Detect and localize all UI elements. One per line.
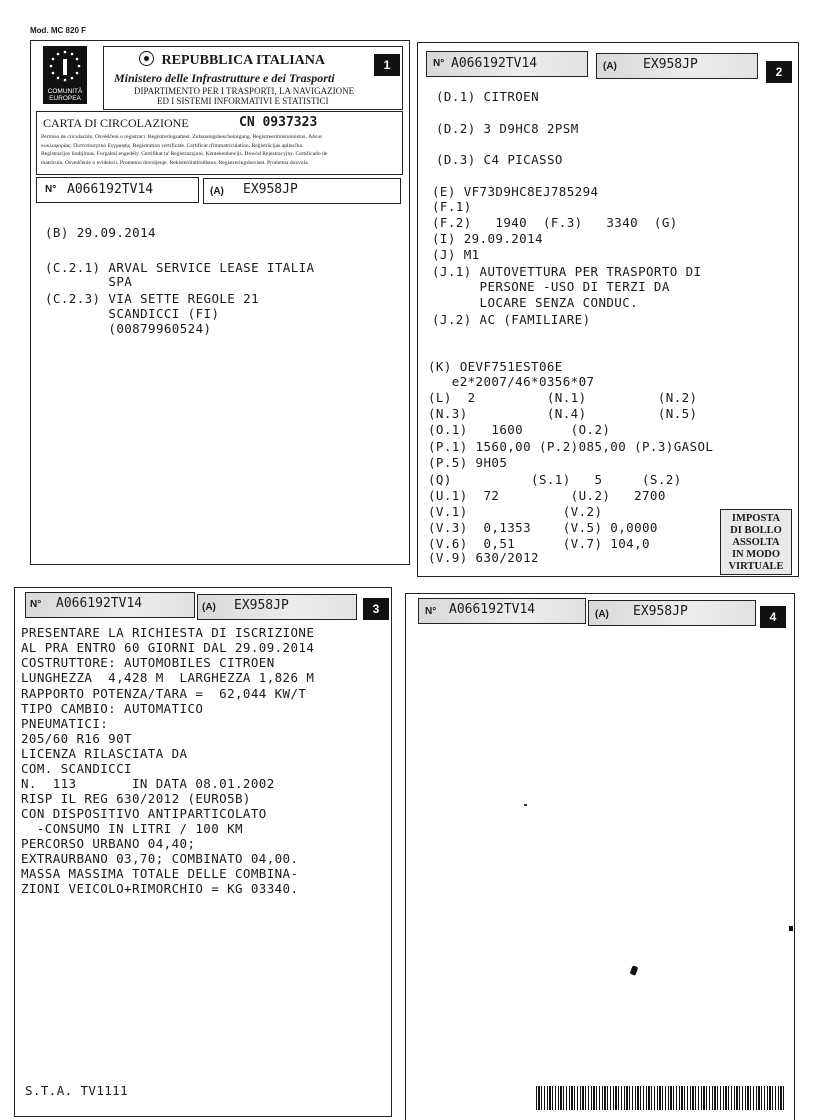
scan-speck: [524, 804, 527, 806]
multilingual-line-4: matrícula. Osvedčenie o evidencii. Prometno dovoljenje. Rekisteröintitodistus. Registreringsbeviset. Prometna dozvola.: [41, 159, 309, 166]
note-line-1: PRESENTARE LA RICHIESTA DI ISCRIZIONE: [21, 625, 315, 640]
panel-3: [14, 587, 392, 1117]
department-line-2: ED I SISTEMI INFORMATIVI E STATISTICI: [157, 96, 329, 106]
field-n3-n5: (N.3) (N.4) (N.5): [428, 406, 698, 421]
multilingual-line-1: Permiso de circulación. Osvědčení o registraci. Registreringsattest. Zulassungsbescheinigung. Registreerimistunnistus. Άδεια: [41, 134, 322, 140]
field-o: (O.1) 1600 (O.2): [428, 422, 611, 437]
note-line-10: COM. SCANDICCI: [21, 761, 132, 776]
no-label: N°: [433, 58, 445, 69]
stamp-line-2: DI BOLLO: [730, 525, 782, 536]
no-label: N°: [425, 606, 437, 617]
doc-id: A066192TV14: [451, 56, 538, 71]
field-j1-line-3: LOCARE SENZA CONDUC.: [432, 295, 639, 310]
type-line: (D.2) 3 D9HC8 2PSM: [436, 121, 579, 136]
note-line-15: PERCORSO URBANO 04,40;: [21, 836, 196, 851]
scan-speck: [789, 926, 793, 931]
field-q-s: (Q) (S.1) 5 (S.2): [428, 472, 682, 487]
department-line-1: DIPARTIMENTO PER I TRASPORTI, LA NAVIGAZIONE: [134, 86, 355, 96]
field-k-approval: e2*2007/46*0356*07: [428, 374, 595, 389]
field-f2-f3: (F.2) 1940 (F.3) 3340 (G): [432, 215, 678, 230]
field-l-n: (L) 2 (N.1) (N.2): [428, 390, 698, 405]
eu-flag-icon: [43, 46, 87, 104]
note-line-12: RISP IL REG 630/2012 (EURO5B): [21, 791, 251, 806]
note-line-13: CON DISPOSITIVO ANTIPARTICOLATO: [21, 806, 267, 821]
model-line: (D.3) C4 PICASSO: [436, 152, 563, 167]
make-line: (D.1) CITROEN: [436, 89, 540, 104]
field-j1-line-1: (J.1) AUTOVETTURA PER TRASPORTO DI: [432, 264, 702, 279]
plate-number: EX958JP: [643, 57, 698, 72]
holder-name-line-1: (C.2.1) ARVAL SERVICE LEASE ITALIA: [45, 260, 315, 275]
note-line-2: AL PRA ENTRO 60 GIORNI DAL 29.09.2014: [21, 640, 315, 655]
doc-id-box: [25, 592, 195, 618]
document-title-box: [36, 111, 403, 175]
scan-speck: [630, 965, 639, 976]
stamp-line-3: ASSOLTA: [732, 537, 780, 548]
field-v3-v5: (V.3) 0,1353 (V.5) 0,0000: [428, 520, 658, 535]
plate-label: (A): [210, 186, 224, 197]
panel-4: [405, 593, 795, 1120]
republic-title: REPUBBLICA ITALIANA: [161, 53, 325, 68]
note-line-17: MASSA MASSIMA TOTALE DELLE COMBINA-: [21, 866, 299, 881]
stamp-line-5: VIRTUALE: [728, 561, 784, 572]
doc-id: A066192TV14: [56, 596, 143, 611]
eu-label-line-1: COMUNITÀ: [47, 88, 83, 95]
holder-name-line-2: SPA: [45, 274, 133, 289]
panel-1: [30, 40, 410, 565]
field-j: (J) M1: [432, 247, 480, 262]
plate-label: (A): [202, 602, 216, 613]
note-line-7: PNEUMATICI:: [21, 716, 109, 731]
stamp-line-4: IN MODO: [731, 549, 781, 560]
field-v6-v7: (V.6) 0,51 (V.7) 104,0: [428, 536, 650, 551]
note-line-14: -CONSUMO IN LITRI / 100 KM: [21, 821, 243, 836]
page-badge-2: 2: [766, 61, 792, 83]
note-line-18: ZIONI VEICOLO+RIMORCHIO = KG 03340.: [21, 881, 299, 896]
plate-label: (A): [603, 61, 617, 72]
note-line-6: TIPO CAMBIO: AUTOMATICO: [21, 701, 204, 716]
field-j1-line-2: PERSONE -USO DI TERZI DA: [432, 279, 670, 294]
ministry-header: [103, 46, 403, 110]
plate-label: (A): [595, 609, 609, 620]
doc-id-box: [36, 177, 199, 203]
note-line-9: LICENZA RILASCIATA DA: [21, 746, 188, 761]
note-line-5: RAPPORTO POTENZA/TARA = 62,044 KW/T: [21, 686, 307, 701]
multilingual-line-3: Registracijos liudijimas. Forgalmi engedély. Certifikat ta' Reġistrazzjoni. Kentekenbewijs. Dowód Rejestracyjny. Certificado de: [41, 151, 328, 157]
ministry-name: Ministero delle Infrastrutture e dei Trasporti: [114, 71, 335, 85]
field-j2: (J.2) AC (FAMILIARE): [432, 312, 591, 327]
holder-address-line-2: SCANDICCI (FI): [45, 306, 220, 321]
doc-id-box: [418, 598, 586, 624]
doc-id: A066192TV14: [449, 602, 536, 617]
field-k: (K) OEVF751EST06E: [428, 359, 563, 374]
plate-number: EX958JP: [234, 598, 289, 613]
barcode: [536, 1086, 786, 1110]
document-title: CARTA DI CIRCOLAZIONE: [43, 116, 189, 130]
registration-date: (B) 29.09.2014: [45, 225, 156, 240]
stamp-duty-box: [720, 509, 792, 575]
plate-box: [588, 600, 756, 626]
stamp-line-1: IMPOSTA: [731, 513, 781, 524]
field-p: (P.1) 1560,00 (P.2)085,00 (P.3)GASOL: [428, 439, 714, 454]
multilingual-line-2: κυκλοφορίας. Πιστοποιητικό Εγγραφής. Registration certificate. Certificat d'immatriculation. Reģistrācijas apliecība.: [41, 142, 304, 149]
plate-box: [596, 53, 758, 79]
doc-id-box: [426, 51, 588, 77]
note-line-8: 205/60 R16 90T: [21, 731, 132, 746]
no-label: N°: [45, 184, 57, 195]
field-v1-v2: (V.1) (V.2): [428, 504, 603, 519]
page-badge-1: 1: [374, 54, 400, 76]
eu-label-line-2: EUROPEA: [49, 95, 81, 102]
plate-number: EX958JP: [243, 182, 298, 197]
holder-address-line-3: (00879960524): [45, 321, 212, 336]
note-line-3: COSTRUTTORE: AUTOMOBILES CITROEN: [21, 655, 275, 670]
document-number: CN 0937323: [239, 115, 318, 130]
field-p5: (P.5) 9H05: [428, 455, 508, 470]
emblem-icon: [139, 51, 154, 66]
page-badge-3: 3: [363, 598, 389, 620]
field-f1: (F.1): [432, 199, 472, 214]
field-v9: (V.9) 630/2012: [428, 550, 539, 565]
vin-line: (E) VF73D9HC8EJ785294: [432, 184, 599, 199]
plate-number: EX958JP: [633, 604, 688, 619]
plate-box: [203, 178, 401, 204]
page-badge-4: 4: [760, 606, 786, 628]
note-line-16: EXTRAURBANO 03,70; COMBINATO 04,00.: [21, 851, 299, 866]
model-code: Mod. MC 820 F: [30, 26, 87, 35]
note-line-4: LUNGHEZZA 4,428 M LARGHEZZA 1,826 M: [21, 670, 315, 685]
holder-address-line-1: (C.2.3) VIA SETTE REGOLE 21: [45, 291, 259, 306]
field-u: (U.1) 72 (U.2) 2700: [428, 488, 666, 503]
doc-id: A066192TV14: [67, 182, 154, 197]
office-code: S.T.A. TV1111: [25, 1083, 129, 1098]
field-i: (I) 29.09.2014: [432, 231, 543, 246]
no-label: N°: [30, 599, 42, 610]
panel-2: [417, 42, 799, 577]
plate-box: [197, 594, 357, 620]
note-line-11: N. 113 IN DATA 08.01.2002: [21, 776, 275, 791]
